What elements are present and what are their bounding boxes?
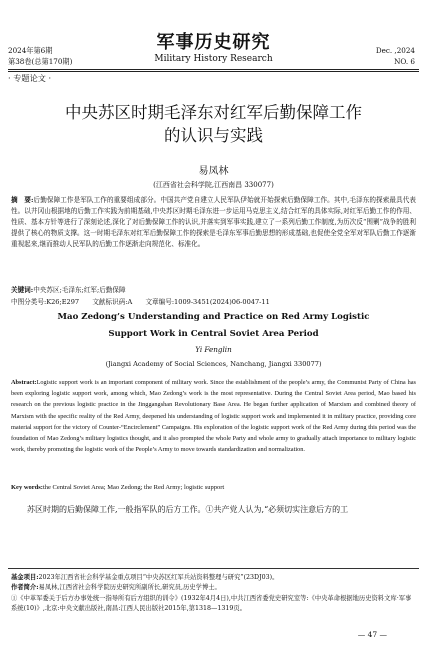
article-title-en bbox=[0, 309, 427, 342]
author-en: Yi Fenglin bbox=[195, 345, 232, 354]
classification-cn: 中图分类号:K26;E297 文献标识码:A 文章编号:1009-3451(2024)06-0047-11 bbox=[11, 298, 270, 306]
abstract-cn bbox=[11, 195, 416, 250]
journal-title-cn: 军事历史研究 bbox=[156, 32, 271, 53]
issue-number: NO. 6 bbox=[394, 56, 415, 66]
keywords-cn-label: 关键词: bbox=[11, 286, 34, 294]
keywords-en bbox=[11, 484, 224, 491]
author-bio-label: 作者简介: bbox=[11, 584, 39, 592]
title-cn-line-2: 的认识与实践 bbox=[164, 126, 263, 145]
footnotes bbox=[11, 573, 416, 614]
fund-label: 基金项目: bbox=[11, 574, 39, 581]
author-bio-text: 易凤林,江西省社会科学院历史研究所副所长,研究员,历史学博士。 bbox=[38, 584, 221, 592]
issue-line-2: 第38卷(总第170期) bbox=[8, 56, 73, 66]
keywords-en-text: the Central Soviet Area; Mao Zedong; the Red Army; logistic support bbox=[42, 484, 225, 491]
page-number: — 47 — bbox=[357, 630, 387, 639]
fund-text: 2023年江西省社会科学基金重点项目“中央苏区红军兵站资料整理与研究”(23DJ03)。 bbox=[38, 574, 279, 581]
author-cn: 易凤林 bbox=[198, 166, 229, 177]
date-info bbox=[376, 46, 415, 67]
header-rule bbox=[8, 69, 419, 70]
keywords-cn-text: 中央苏区;毛泽东;红军;后勤保障 bbox=[33, 286, 126, 294]
title-en-line-2: Support Work in Central Soviet Area Period bbox=[108, 328, 319, 339]
title-cn-line-1: 中央苏区时期毛泽东对红军后勤保障工作 bbox=[65, 103, 362, 122]
body-paragraph: 苏区时期的后勤保障工作,一般指军队的后方工作。①共产党人认为,“必须切实注意后方的工 bbox=[27, 505, 349, 514]
issue-line-1: 2024年第6期 bbox=[8, 46, 53, 55]
fund-note bbox=[11, 573, 416, 583]
affiliation-cn: (江西省社会科学院,江西南昌 330077) bbox=[153, 181, 274, 189]
header-rule-thin bbox=[8, 71, 419, 72]
abstract-cn-text: 后勤保障工作是军队工作的重要组成部分。中国共产党自建立人民军队伊始就开始探索后勤保障工作。其中,毛泽东的探索最具代表性。以井冈山根据地的后勤工作实践为前期基础,中央苏区时期毛泽东进一步运用马克思主义,结合红军的具体实际,对红军后勤工作的作用、性质、基本方针等进行了深刻论述,深化了对后勤保障工作的认识,并落实到军事实践,建立了一系列后勤工作制度,为历次反“围剿”战争的胜利提供了核心的物质支撑。这一时期毛泽东对红军后勤保障工作的探索是毛泽东军事后勤思想的形成基础,也促使全党全军对军队后勤工作逐渐重视起来,继而推动人民军队的后勤工作逐渐走向规范化、标准化。 bbox=[11, 196, 417, 248]
abstract-en-label: Abstract: bbox=[11, 379, 37, 386]
abstract-cn-label: 摘 要: bbox=[11, 196, 34, 204]
article-title-cn bbox=[0, 101, 427, 147]
author-bio-note bbox=[11, 583, 416, 593]
journal-title-en: Military History Research bbox=[154, 54, 273, 64]
abstract-en-text: Logistic support work is an important component of military work. Since the establishment of the people’s army, the Communist Party of China has been exploring logistic support work, among which, Mao Zedong’s work is the most representative. During the Central Soviet Area period, Mao based his research on the previous logistic practice in the Jinggangshan Revolutionary Base Area. He began further application of Marxism and combined theory of Marxism with the specific reality of the Red Army, deepened his understanding of logistic support work and implemented it in military practice, providing core material support for the victory of Counter-“Encirclement” Campaigns. His exploration of the logistic support work of the Red Army during this period was the foundation of Mao Zedong’s military logistics thought, and it also prompted the whole Party and whole army to gradually attach importance to military logistic work, thereby promoting the logistic work of the People’s Army to move towards standardization and normalization. bbox=[11, 379, 416, 454]
footnote-1: ①《中革军委关于后方办事处统一指导所有后方组织的训令》(1932年4月4日),中共江西省委党史研究室等:《中央革命根据地历史资料文库·军事系统(10)》,北京:中央文献出版社,南昌:江西人民出版社2015年,第1318—1319页。 bbox=[11, 594, 412, 612]
keywords-cn bbox=[11, 284, 126, 294]
column-tag: · 专题论文 · bbox=[8, 73, 52, 83]
footnote-rule bbox=[8, 568, 419, 569]
keywords-en-label: Key words: bbox=[11, 484, 43, 491]
abstract-en bbox=[11, 377, 416, 455]
issue-date: Dec. ,2024 bbox=[375, 46, 415, 55]
title-en-line-1: Mao Zedong’s Understanding and Practice on Red Army Logistic bbox=[57, 312, 370, 322]
affiliation-en: (Jiangxi Academy of Social Sciences, Nanchang, Jiangxi 330077) bbox=[105, 360, 322, 368]
